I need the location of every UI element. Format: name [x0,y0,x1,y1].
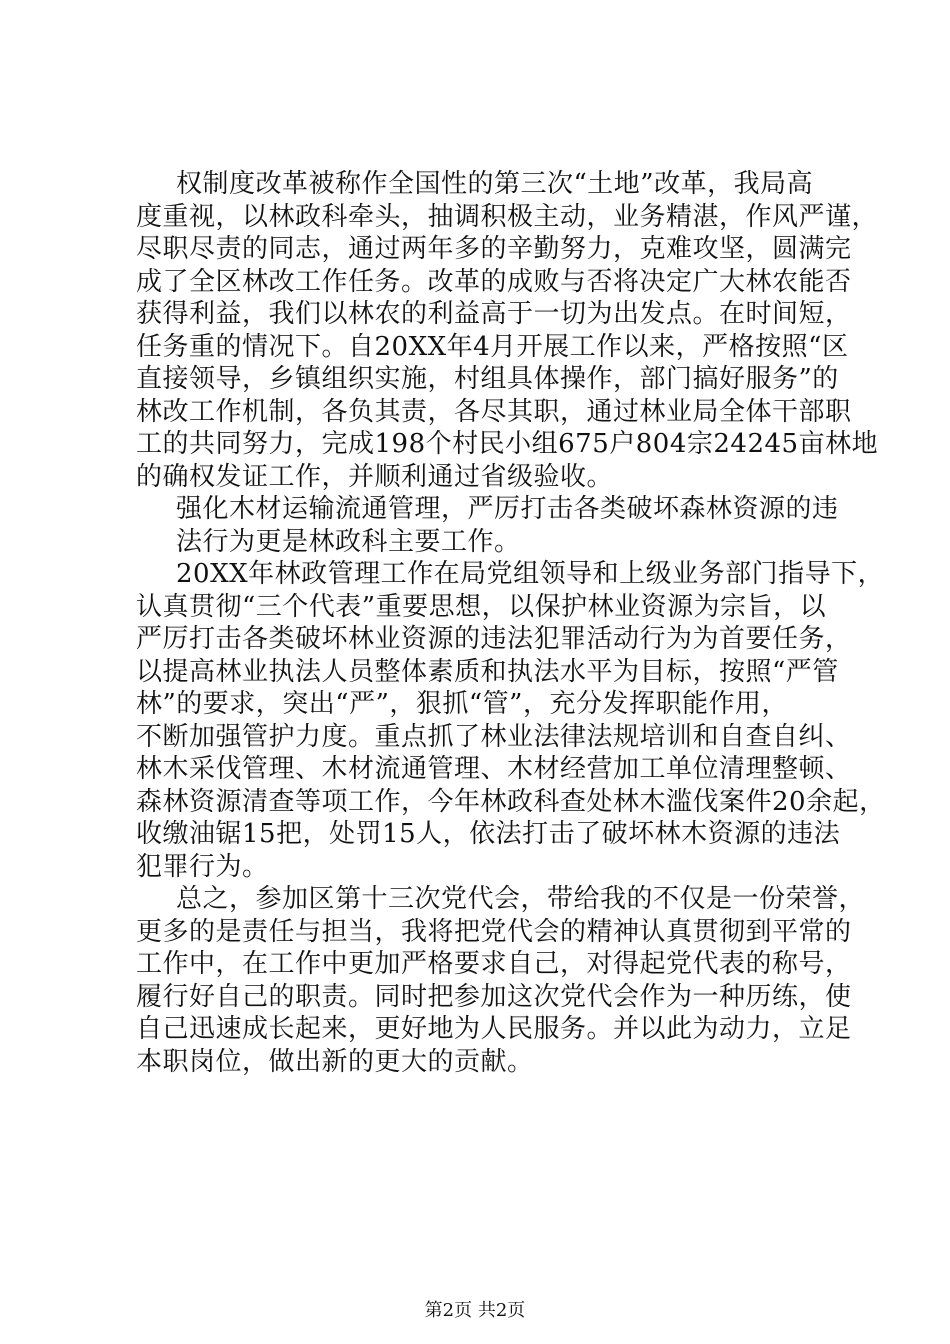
text-line: 收缴油锯15把，处罚15人，依法打击了破坏林木资源的违法 [136,819,841,849]
text-line: 直接领导，乡镇组织实施，村组具体操作，部门搞好服务”的 [136,364,839,394]
text-line: 20XX年林政管理工作在局党组领导和上级业务部门指导下， [176,559,885,589]
text-line: 自己迅速成长起来，更好地为人民服务。并以此为动力，立足 [136,1014,852,1044]
text-line: 更多的是责任与担当，我将把党代会的精神认真贯彻到平常的 [136,916,852,947]
text-line: 林改工作机制，各负其责，各尽其职，通过林业局全体干部职 [136,396,852,427]
text-line: 不断加强管护力度。重点抓了林业法律法规培训和自查自纠、 [136,721,852,752]
text-line: 法行为更是林政科主要工作。 [176,526,521,557]
page-footer: 第2页 共2页 [424,1300,526,1321]
text-line: 获得利益，我们以林农的利益高于一切为出发点。在时间短， [136,299,852,329]
text-line: 成了全区林改工作任务。改革的成败与否将决定广大林农能否 [136,266,852,297]
text-line: 的确权发证工作，并顺利通过省级验收。 [136,461,614,492]
text-line: 森林资源清查等项工作，今年林政科查处林木滥伐案件20余起， [136,786,886,817]
text-line: 履行好自己的职责。同时把参加这次党代会作为一种历练，使 [136,981,852,1012]
text-line: 尽职尽责的同志，通过两年多的辛勤努力，克难攻坚，圆满完 [136,234,852,264]
text-line: 工的共同努力，完成198个村民小组675户804宗24245亩林地 [136,429,879,459]
text-line: 权制度改革被称作全国性的第三次“土地”改革，我局高 [176,169,814,199]
text-line: 林木采伐管理、木材流通管理、木材经营加工单位清理整顿、 [136,754,852,784]
text-line: 林”的要求，突出“严”，狠抓“管”，充分发挥职能作用， [136,689,788,719]
text-line: 犯罪行为。 [136,851,269,882]
text-line: 任务重的情况下。自20XX年4月开展工作以来，严格按照“区 [136,331,849,362]
text-line: 认真贯彻“三个代表”重要思想，以保护林业资源为宗旨，以 [136,591,827,622]
text-line: 严厉打击各类破坏林业资源的违法犯罪活动行为为首要任务， [136,624,852,654]
text-line: 度重视，以林政科牵头，抽调积极主动，业务精湛，作风严谨， [136,201,879,232]
text-line: 工作中，在工作中更加严格要求自己，对得起党代表的称号， [136,949,852,979]
text-line: 本职岗位，做出新的更大的贡献。 [136,1046,534,1077]
text-line: 强化木材运输流通管理，严厉打击各类破坏森林资源的违 [176,494,839,524]
text-line: 以提高林业执法人员整体素质和执法水平为目标，按照“严管 [136,656,839,687]
text-line: 总之，参加区第十三次党代会，带给我的不仅是一份荣誉， [176,884,866,914]
document-body [136,168,886,1078]
